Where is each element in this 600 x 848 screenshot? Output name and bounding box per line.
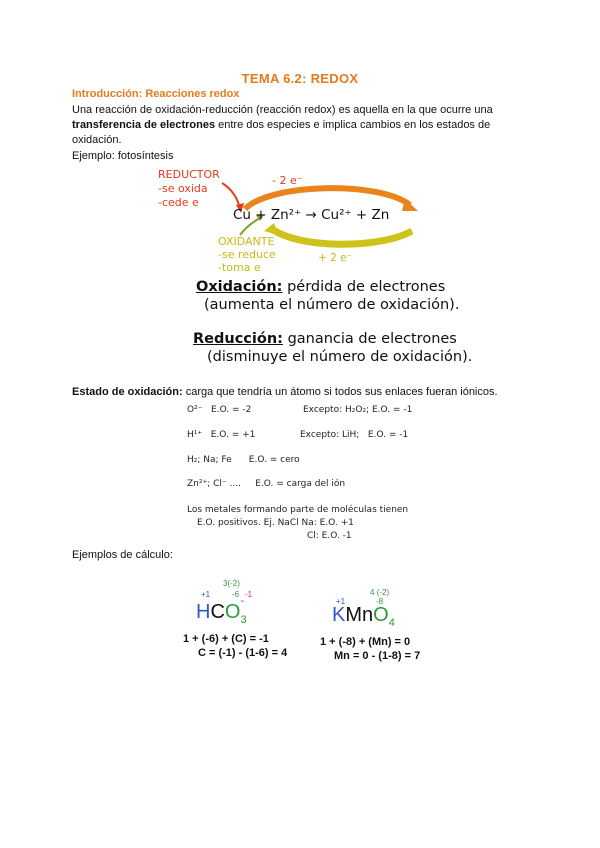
calc-label: Ejemplos de cálculo: [72,549,173,561]
plus-electrons: + 2 e⁻ [318,252,353,264]
hco3-calc-line2: C = (-1) - (1-6) = 4 [198,647,288,659]
oxidation-arc [245,188,410,209]
kmno4-calc-line2: Mn = 0 - (1-8) = 7 [334,650,421,662]
bold-term: transferencia de electrones [72,119,216,131]
hco3-oxygen-total: 3(-2) [223,579,240,588]
reduccion-definition: Reducción: ganancia de electrones (disminuye el número de oxidación). [193,331,473,365]
rule-exception: Excepto: LiH; E.O. = -1 [300,430,409,440]
k-oxidation: +1 [336,597,346,606]
oxidacion-definition: Oxidación: pérdida de electrones (aumenta el número de oxidación). [196,279,460,313]
hco3-formula: HCO - 3 [196,595,247,626]
estado-label: Estado de oxidación: [72,386,183,398]
rule-row: Zn²⁺; Cl⁻ .... E.O. = carga del ión [187,479,346,489]
reduccion-term: Reducción: [193,331,283,347]
o-oxidation-k: -8 [376,597,384,606]
oxidacion-term: Oxidación: [196,279,283,295]
redox-equation: Cu + Zn²⁺ → Cu²⁺ + Zn [233,207,390,223]
section-subtitle: Introducción: Reacciones redox [72,88,240,100]
kmno4-calc-line1: 1 + (-8) + (Mn) = 0 [320,636,411,648]
rule-row: H¹⁺ E.O. = +1 [187,430,256,440]
h-oxidation: +1 [201,590,211,599]
oxidante-note: OXIDANTE -se reduce -toma e [218,235,276,274]
reduction-arc [272,229,412,244]
minus-electrons: - 2 e⁻ [272,174,303,187]
example-label: Ejemplo: fotosíntesis [72,150,174,162]
reductor-note: REDUCTOR -se oxida -cede e [158,168,220,209]
intro-paragraph: Una reacción de oxidación-reducción (reacción redox) es aquella en la que ocurre una transferencia de electrones entre dos especies e implica cambios en los estados de oxidación. [72,104,493,146]
charge-oxidation: -1 [245,590,253,599]
estado-oxidacion: Estado de oxidación: carga que tendría un átomo si todos sus enlaces fueran iónicos. [72,386,498,398]
o-oxidation: -6 [232,590,240,599]
page-title: TEMA 6.2: REDOX [241,71,359,86]
rule-exception: Excepto: H₂O₂; E.O. = -1 [303,405,413,415]
metales-note: Los metales formando parte de moléculas tienen E.O. positivos. Ej. NaCl Na: E.O. +1 Cl: E.O. -1 [187,505,409,541]
rule-row: H₂; Na; Fe E.O. = cero [187,455,300,465]
rule-row: O²⁻ E.O. = -2 [187,405,252,415]
hco3-calc-line1: 1 + (-6) + (C) = -1 [183,633,269,645]
kmno4-formula: KMnO$_4$ [332,604,395,629]
kmno4-oxygen-total: 4 (-2) [370,588,390,597]
reduction-arrowhead [264,223,278,235]
